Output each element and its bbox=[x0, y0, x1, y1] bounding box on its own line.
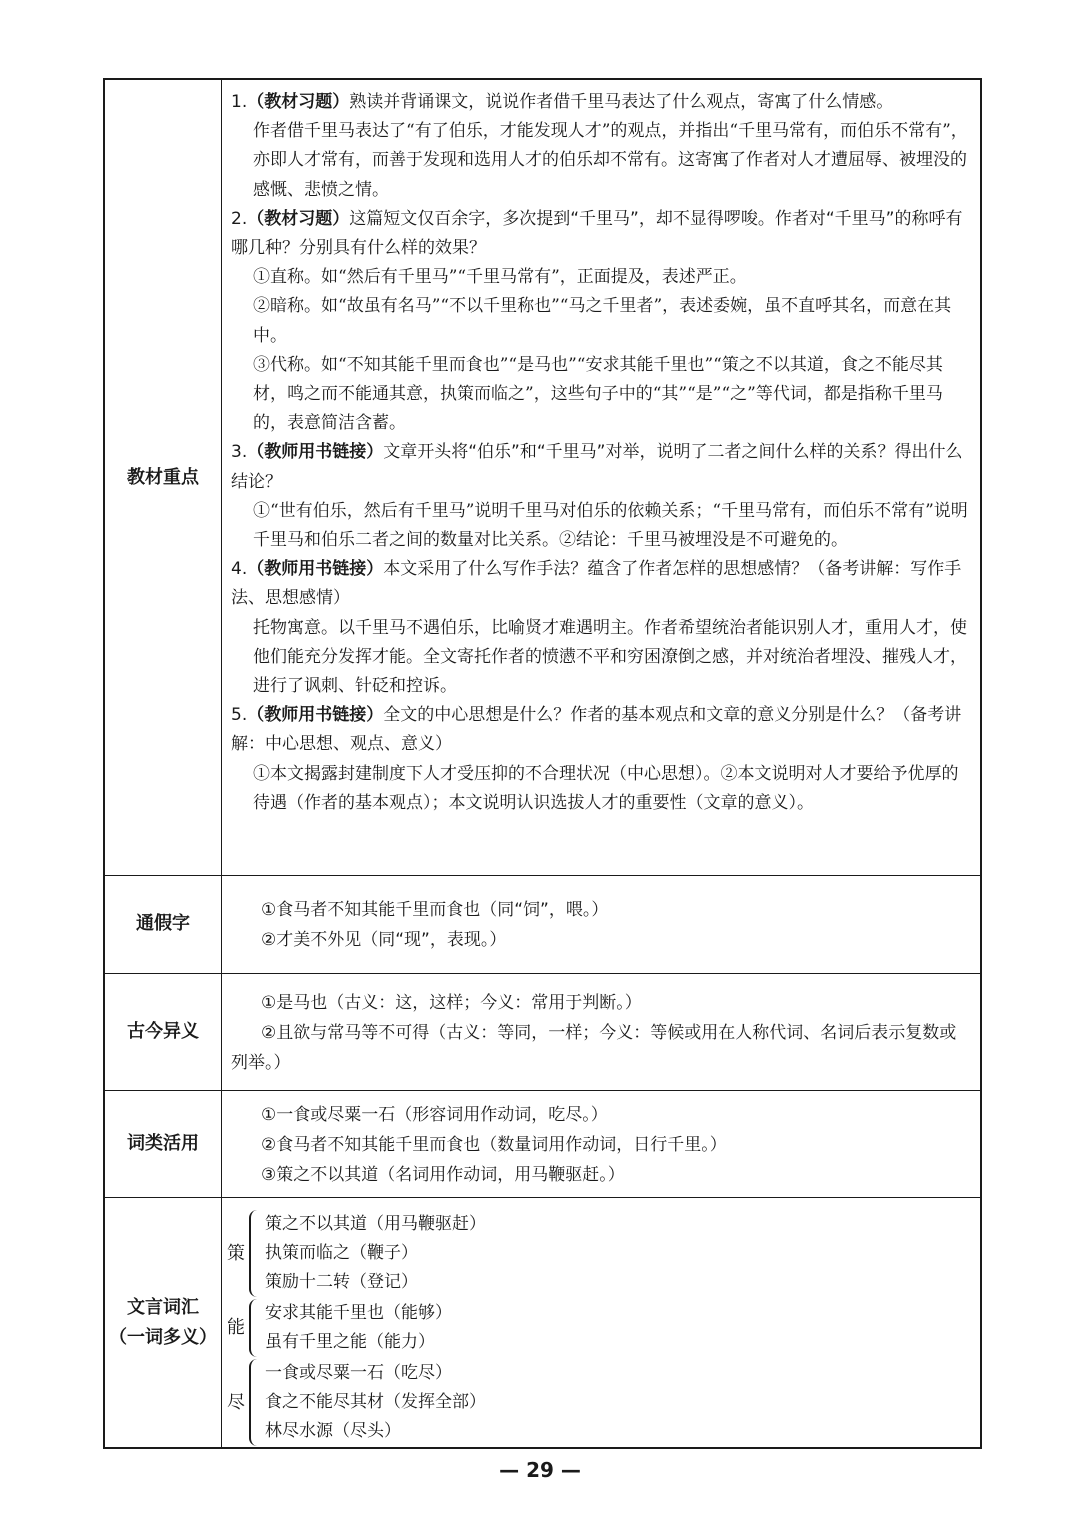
group-character: 策 bbox=[227, 1242, 245, 1264]
polysemy-group bbox=[227, 1210, 972, 1297]
row-divider bbox=[105, 875, 980, 876]
list-item: ③策之不以其道（名词用作动词，用马鞭驱赶。） bbox=[261, 1165, 625, 1185]
question-5: 5.（教师用书链接）全文的中心思想是什么？作者的基本观点和文章的意义分别是什么？（备考讲解：中心思想、观点、意义） bbox=[231, 705, 962, 755]
row-divider bbox=[105, 1090, 980, 1091]
question-3: 3.（教师用书链接）文章开头将“伯乐”和“千里马”对举，说明了二者之间什么样的关系？得出什么结论？ bbox=[231, 442, 963, 492]
textbook-focus-content bbox=[231, 88, 972, 818]
list-item: ②食马者不知其能千里而食也（数量词用作动词，日行千里。） bbox=[261, 1135, 727, 1155]
list-item: 虽有千里之能（能力） bbox=[265, 1332, 435, 1352]
question-1: 1.（教材习题）熟读并背诵课文，说说作者借千里马表达了什么观点，寄寓了什么情感。 bbox=[231, 92, 894, 112]
list-item: ①是马也（古义：这，这样；今义：常用于判断。） bbox=[261, 993, 642, 1013]
list-item: 安求其能千里也（能够） bbox=[265, 1303, 452, 1323]
row-label-textbook-focus: 教材重点 bbox=[127, 466, 199, 488]
polysemy-group bbox=[227, 1359, 972, 1446]
brace bbox=[249, 1359, 261, 1446]
notes-table bbox=[103, 78, 982, 1449]
list-item: 食之不能尽其材（发挥全部） bbox=[265, 1392, 486, 1412]
row-label-wenyan-cihui: 文言词汇 （一词多义） bbox=[109, 1297, 217, 1348]
list-item: 策励十二转（登记） bbox=[265, 1272, 418, 1292]
row-divider bbox=[105, 973, 980, 974]
answer-2b: ②暗称。如“故虽有名马”“不以千里称也”“马之千里者”，表述委婉，虽不直呼其名，而意在其中。 bbox=[253, 296, 952, 346]
group-character: 能 bbox=[227, 1317, 245, 1339]
page-number: — 29 — bbox=[499, 1458, 581, 1482]
row-label-gujin-yiyi: 古今异义 bbox=[127, 1020, 199, 1042]
cilei-huoyong-content bbox=[231, 1100, 972, 1190]
polysemy-group bbox=[227, 1299, 972, 1357]
list-item: 策之不以其道（用马鞭驱赶） bbox=[265, 1214, 486, 1234]
answer-5: ①本文揭露封建制度下人才受压抑的不合理状况（中心思想）。②本文说明对人才要给予优厚的待遇（作者的基本观点）；本文说明认识选拔人才的重要性（文章的意义）。 bbox=[253, 763, 959, 813]
list-item: ②且欲与常马等不可得（古义：等同，一样；今义：等候或用在人称代词、名词后表示复数或列举。） bbox=[231, 1023, 957, 1073]
answer-1: 作者借千里马表达了“有了伯乐，才能发现人才”的观点，并指出“千里马常有，而伯乐不常有”，亦即人才常有，而善于发现和选用人才的伯乐却不常有。这寄寓了作者对人才遭屈辱、被埋没的感慨、悲愤之情。 bbox=[253, 121, 968, 200]
list-item: ①一食或尽粟一石（形容词用作动词，吃尽。） bbox=[261, 1105, 608, 1125]
question-4: 4.（教师用书链接）本文采用了什么写作手法？蕴含了作者怎样的思想感情？（备考讲解：写作手法、思想感情） bbox=[231, 559, 962, 609]
list-item: 林尽水源（尽头） bbox=[265, 1421, 401, 1441]
answer-2c: ③代称。如“不知其能千里而食也”“是马也”“安求其能千里也”“策之不以其道，食之不能尽其材，鸣之而不能通其意，执策而临之”，这些句子中的“其”“是”“之”等代词，都是指称千里马的，表意简洁含蓄。 bbox=[253, 354, 943, 434]
list-item: ②才美不外见（同“现”，表现。） bbox=[261, 930, 507, 950]
row-label-tongjiazi: 通假字 bbox=[136, 913, 190, 934]
answer-3: ①“世有伯乐，然后有千里马”说明千里马对伯乐的依赖关系；“千里马常有，而伯乐不常有”说明千里马和伯乐二者之间的数量对比关系。②结论：千里马被埋没是不可避免的。 bbox=[253, 500, 968, 551]
list-item: 一食或尽粟一石（吃尽） bbox=[265, 1363, 452, 1383]
list-item: 执策而临之（鞭子） bbox=[265, 1243, 418, 1263]
answer-4: 托物寓意。以千里马不遇伯乐，比喻贤才难遇明主。作者希望统治者能识别人才，重用人才，使他们能充分发挥才能。全文寄托作者的愤懑不平和穷困潦倒之感，并对统治者埋没、摧残人才，进行了讽刺、针砭和控诉。 bbox=[253, 617, 967, 697]
group-character: 尽 bbox=[227, 1391, 245, 1413]
answer-2a: ①直称。如“然后有千里马”“千里马常有”，正面提及，表述严正。 bbox=[253, 267, 747, 288]
question-2: 2.（教材习题）这篇短文仅百余字，多次提到“千里马”，却不显得啰唆。作者对“千里马”的称呼有哪几种？分别具有什么样的效果？ bbox=[231, 208, 963, 259]
brace bbox=[249, 1210, 261, 1297]
gujin-yiyi-content bbox=[231, 988, 972, 1078]
column-divider bbox=[221, 80, 222, 1447]
brace bbox=[249, 1299, 261, 1357]
tongjiazi-content bbox=[231, 895, 972, 955]
row-divider bbox=[105, 1197, 980, 1198]
row-label-cilei-huoyong: 词类活用 bbox=[127, 1132, 199, 1154]
wenyan-cihui-content bbox=[227, 1208, 972, 1446]
list-item: ①食马者不知其能千里而食也（同“饲”，喂。） bbox=[261, 900, 609, 920]
